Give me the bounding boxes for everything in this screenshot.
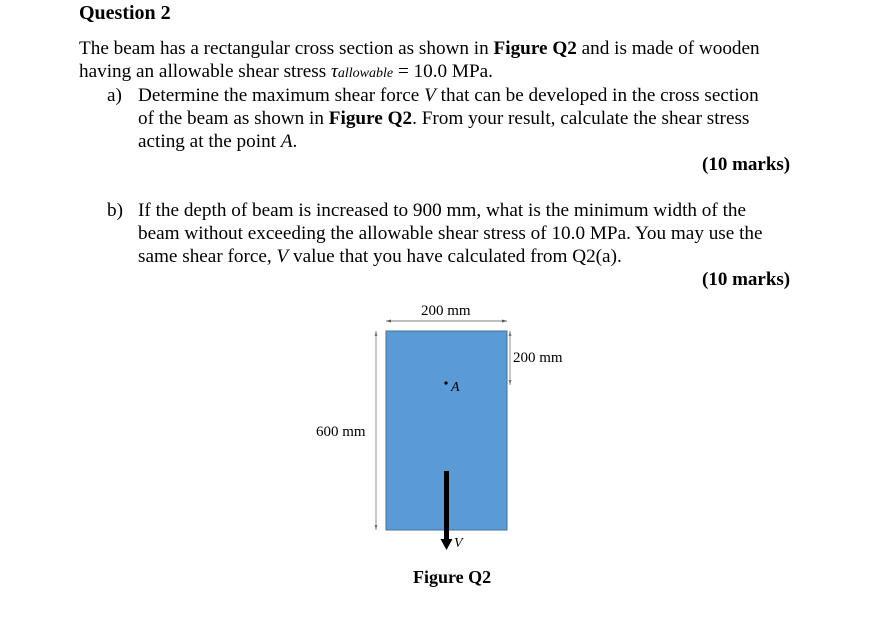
point-a-marker [444,381,447,384]
width-dimension-label: 200 mm [421,303,471,319]
part-b-label: b) [107,200,123,221]
intro-line-2: having an allowable shear stress τallowable = 10.0 MPa. [79,61,493,82]
part-a-line-2: of the beam as shown in Figure Q2. From your result, calculate the shear stress [138,108,750,129]
shear-force-label: V [454,536,463,551]
part-a-line-3: acting at the point A. [138,131,298,152]
part-a-marks: (10 marks) [702,154,791,175]
point-offset-dimension-label: 200 mm [513,350,563,366]
part-b-line-2: beam without exceeding the allowable shear stress of 10.0 MPa. You may use the [138,223,763,244]
figure-reference: Figure Q2 [493,38,577,59]
tau-symbol: τ [331,61,338,82]
point-offset-dimension-line [509,331,512,385]
part-b-line-3: same shear force, V value that you have calculated from Q2(a). [138,246,622,267]
height-dimension-line [375,331,378,530]
tau-subscript: allowable [337,66,394,81]
part-b-marks: (10 marks) [702,269,791,290]
height-dimension-label: 600 mm [316,424,366,440]
question-title: Question 2 [79,2,171,24]
part-b-line-1: If the depth of beam is increased to 900 mm, what is the minimum width of the [138,200,747,221]
part-a-label: a) [107,85,122,106]
figure-caption: Figure Q2 [413,567,492,587]
intro-line-1: The beam has a rectangular cross section as shown in Figure Q2 and is made of wooden [79,38,760,59]
point-a-label: A [451,380,460,395]
part-a-line-1: Determine the maximum shear force V that can be developed in the cross section [138,85,759,106]
